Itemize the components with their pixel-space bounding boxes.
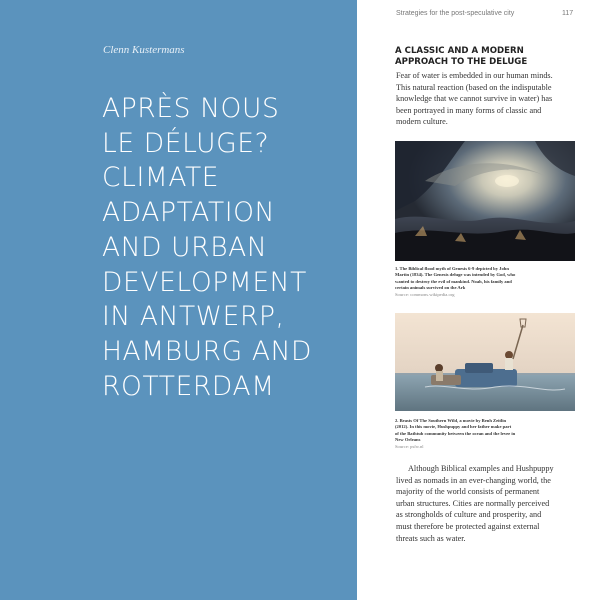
text-line: knowledge that we cannot survive in water) has <box>396 94 553 104</box>
caption-line: 1. The Biblical flood myth of Genesis 6-9 depicted by John <box>395 266 509 271</box>
title-line: DEVELOPMENT <box>102 266 307 298</box>
text-line: urban structures. Cities are normally perceived <box>396 498 550 508</box>
chapter-title <box>102 92 352 404</box>
text-line: Fear of water is embedded in our human minds. <box>396 71 553 80</box>
text-line: must therefore be protected against external <box>396 521 540 531</box>
text-line: lived as nomads in an ever-changing world, the <box>396 475 551 485</box>
title-line: HAMBURG AND <box>102 335 312 367</box>
title-line: ROTTERDAM <box>102 370 275 402</box>
text-line: majority of the world consists of permanent <box>396 487 540 497</box>
painting-deluge-image <box>395 141 575 261</box>
caption-line: certain animals survived on the Ark <box>395 285 466 291</box>
raft-photo-svg <box>395 313 575 411</box>
title-line: AND URBAN <box>102 231 268 263</box>
right-page-article <box>357 0 600 600</box>
text-line: been portrayed in many forms of classic and <box>396 105 542 115</box>
text-line: threats such as water. <box>396 533 466 543</box>
section-heading <box>395 46 595 68</box>
page-number: 117 <box>562 10 574 17</box>
caption-line: (2012). In this movie, Hushpuppy and her father make part <box>395 424 512 430</box>
text-line: modern culture. <box>396 117 448 127</box>
caption-line: New Orleans <box>395 437 421 443</box>
caption-line: wanted to destroy the evil of mankind. Noah, his family and <box>395 278 512 284</box>
title-line: IN ANTWERP, <box>102 301 285 333</box>
text-line: Although Biblical examples and Hushpuppy <box>408 464 554 473</box>
figure2-caption <box>395 418 580 450</box>
running-head: Strategies for the post-speculative city <box>396 10 515 17</box>
title-line: LE DÉLUGE? <box>102 127 270 159</box>
text-line: This natural reaction (based on the indisputable <box>396 82 552 92</box>
caption-source: Source: psfw.nl <box>395 443 424 449</box>
intro-paragraph <box>396 70 574 128</box>
title-line: APRÈS NOUS <box>102 93 280 124</box>
figure1-caption <box>395 266 580 298</box>
body-paragraph <box>396 463 574 544</box>
heading-line: A CLASSIC AND A MODERN <box>395 46 524 56</box>
title-line: CLIMATE <box>102 162 220 194</box>
caption-line: 2. Beasts Of The Southern Wild, a movie by Benh Zeitlin <box>395 418 507 423</box>
deluge-painting-svg <box>395 141 575 261</box>
caption-source: Source: commons.wikipedia.org <box>395 291 455 297</box>
flood-truck-raft-photo <box>395 313 575 411</box>
author-name: Clenn Kustermans <box>103 44 185 56</box>
caption-line: of the Bathtub community between the ocean and the levee in <box>395 430 516 436</box>
caption-line: Martin (1834). The Genesis deluge was intended by God, who <box>395 272 516 278</box>
text-line: as strongholds of culture and prosperity, and <box>396 510 542 520</box>
heading-line: APPROACH TO THE DELUGE <box>395 57 528 67</box>
title-line: ADAPTATION <box>102 197 276 229</box>
